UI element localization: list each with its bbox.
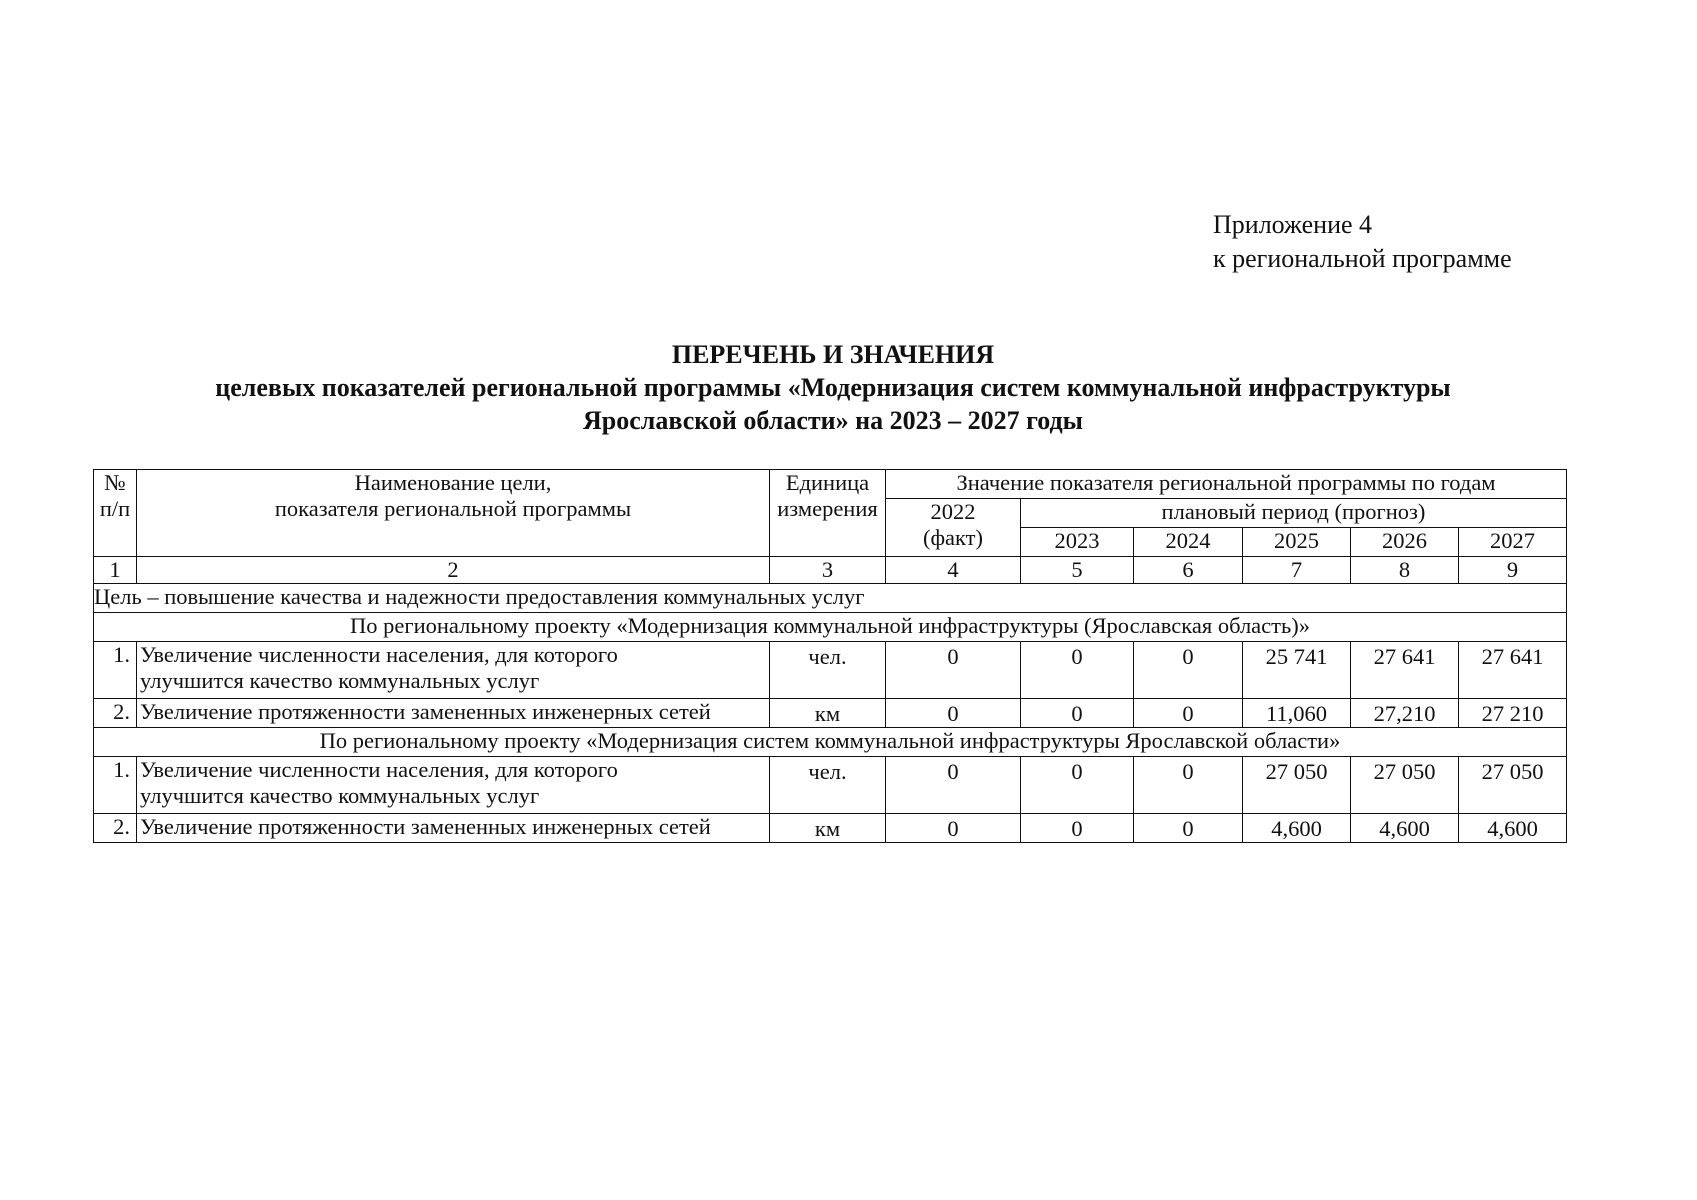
- title-line-3: Ярославской области» на 2023 – 2027 годы: [583, 406, 1083, 435]
- row-value: 4,600: [1351, 814, 1459, 843]
- row-num: 2.: [94, 814, 137, 843]
- section-title: По региональному проекту «Модернизация систем коммунальной инфраструктуры Ярославской области»: [94, 728, 1567, 757]
- header-year-2023: 2023: [1021, 528, 1134, 557]
- row-value: 4,600: [1459, 814, 1567, 843]
- column-number-row: [94, 557, 1567, 584]
- header-unit-line2: измерения: [777, 496, 878, 521]
- row-num: 1.: [94, 642, 137, 699]
- header-year-2025: 2025: [1243, 528, 1351, 557]
- row-value: 27 050: [1243, 757, 1351, 814]
- row-name: [137, 757, 770, 814]
- header-plan-group: плановый период (прогноз): [1021, 499, 1567, 528]
- header-year-2027: 2027: [1459, 528, 1567, 557]
- row-value: 4,600: [1243, 814, 1351, 843]
- row-num: 2.: [94, 699, 137, 728]
- row-value: 0: [1134, 814, 1243, 843]
- row-value: 27,210: [1351, 699, 1459, 728]
- row-value: 27 210: [1459, 699, 1567, 728]
- row-name-line1: Увеличение численности населения, для которого: [140, 642, 618, 667]
- row-name: Увеличение протяженности замененных инженерных сетей: [137, 814, 770, 843]
- row-value: 27 050: [1459, 757, 1567, 814]
- row-value: 0: [886, 757, 1021, 814]
- document-title: [93, 338, 1573, 437]
- section-title: По региональному проекту «Модернизация коммунальной инфраструктуры (Ярославская область)»: [94, 613, 1567, 642]
- row-value: 25 741: [1243, 642, 1351, 699]
- header-unit-line1: Единица: [785, 470, 870, 495]
- row-value: 0: [1021, 699, 1134, 728]
- row-value: 0: [886, 814, 1021, 843]
- row-unit: км: [770, 699, 886, 728]
- section-row: [94, 613, 1567, 642]
- column-number: 1: [94, 557, 137, 584]
- title-line-1: ПЕРЕЧЕНЬ И ЗНАЧЕНИЯ: [671, 340, 995, 369]
- section-row: [94, 728, 1567, 757]
- table-row: [94, 814, 1567, 843]
- row-num: 1.: [94, 757, 137, 814]
- header-name-line2: показателя региональной программы: [274, 496, 632, 521]
- column-number: 8: [1351, 557, 1459, 584]
- row-value: 0: [1021, 757, 1134, 814]
- column-number: 2: [137, 557, 770, 584]
- appendix-line-2: к региональной программе: [1213, 244, 1512, 273]
- column-number: 9: [1459, 557, 1567, 584]
- header-fact-year: 2022: [930, 499, 976, 524]
- row-name-line2: улучшится качество коммунальных услуг: [140, 783, 540, 808]
- row-name-line2: улучшится качество коммунальных услуг: [140, 668, 540, 693]
- row-value: 27 641: [1459, 642, 1567, 699]
- header-num-cell: [94, 470, 137, 557]
- column-number: 5: [1021, 557, 1134, 584]
- row-value: 11,060: [1243, 699, 1351, 728]
- row-value: 0: [886, 699, 1021, 728]
- header-num-line1: №: [104, 470, 126, 495]
- header-name-cell: [137, 470, 770, 557]
- row-name: Увеличение протяженности замененных инженерных сетей: [137, 699, 770, 728]
- row-value: 27 641: [1351, 642, 1459, 699]
- column-number: 3: [770, 557, 886, 584]
- goal-text: Цель – повышение качества и надежности предоставления коммунальных услуг: [94, 584, 1567, 613]
- column-number: 7: [1243, 557, 1351, 584]
- header-name-line1: Наименование цели,: [354, 470, 552, 495]
- row-unit: чел.: [770, 642, 886, 699]
- appendix-note: [1213, 208, 1512, 276]
- row-value: 0: [1134, 642, 1243, 699]
- row-name-line1: Увеличение численности населения, для которого: [140, 757, 618, 782]
- header-row-1: [94, 470, 1567, 499]
- table-row: [94, 699, 1567, 728]
- header-num-line2: п/п: [99, 496, 131, 521]
- column-number: 6: [1134, 557, 1243, 584]
- row-value: 0: [1021, 814, 1134, 843]
- row-value: 0: [1134, 757, 1243, 814]
- title-line-2: целевых показателей региональной программы «Модернизация систем коммунальной инфраструктуры: [215, 373, 1451, 402]
- row-value: 27 050: [1351, 757, 1459, 814]
- header-year-2026: 2026: [1351, 528, 1459, 557]
- header-values-group: Значение показателя региональной программы по годам: [886, 470, 1567, 499]
- header-fact-label: (факт): [922, 525, 984, 550]
- row-value: 0: [1134, 699, 1243, 728]
- header-fact-cell: [886, 499, 1021, 557]
- row-unit: км: [770, 814, 886, 843]
- row-unit: чел.: [770, 757, 886, 814]
- column-number: 4: [886, 557, 1021, 584]
- table-row: [94, 757, 1567, 814]
- row-name: [137, 642, 770, 699]
- row-value: 0: [1021, 642, 1134, 699]
- row-value: 0: [886, 642, 1021, 699]
- appendix-line-1: Приложение 4: [1213, 210, 1373, 239]
- header-unit-cell: [770, 470, 886, 557]
- indicators-table: [93, 469, 1567, 843]
- header-year-2024: 2024: [1134, 528, 1243, 557]
- goal-row: [94, 584, 1567, 613]
- table-row: [94, 642, 1567, 699]
